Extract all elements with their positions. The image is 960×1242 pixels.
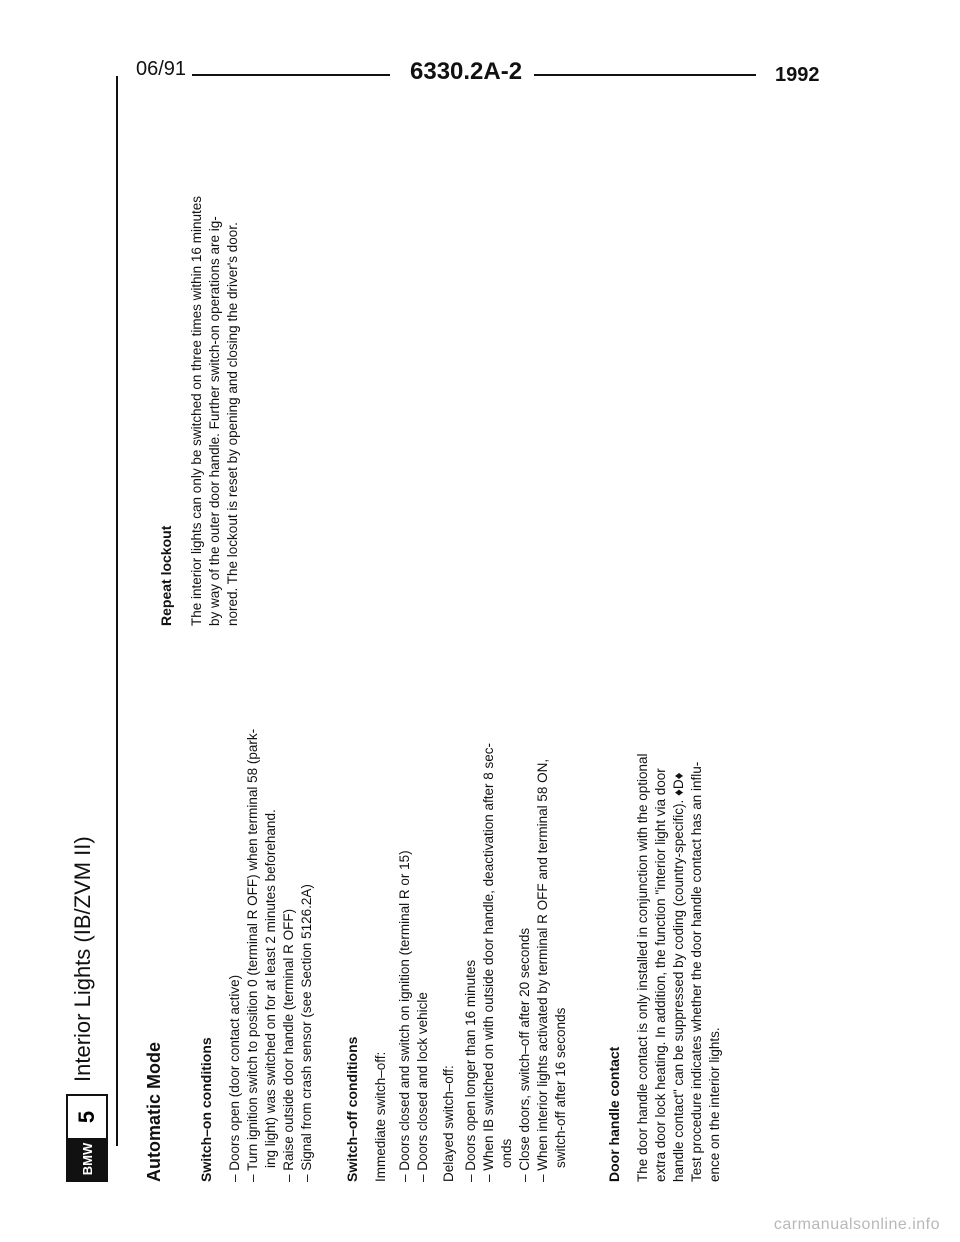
header-doc-number: 6330.2A-2 <box>410 58 523 85</box>
watermark-footer: carmanualsonline.info <box>773 1216 940 1233</box>
switch-on-heading: Switch–on conditions <box>198 1037 214 1182</box>
list-item: – Doors open (door contact active) <box>227 974 242 1182</box>
repeat-lockout-heading: Repeat lockout <box>158 525 174 626</box>
paragraph-line: Test procedure indicates whether the door handle contact has an influ- <box>689 761 704 1182</box>
list-item: switch-off after 16 seconds <box>553 1007 568 1168</box>
repeat-lockout-text <box>188 196 242 626</box>
switch-off-immediate-label: Immediate switch–off: <box>373 1051 388 1182</box>
list-item: – Doors open longer than 16 minutes <box>463 959 478 1182</box>
list-item: – Signal from crash sensor (see Section 5126.2A) <box>299 884 314 1182</box>
switch-off-delayed-label: Delayed switch–off: <box>441 1065 456 1182</box>
list-item: – When interior lights activated by terminal R OFF and terminal 58 ON, <box>535 758 550 1182</box>
list-item: ing light) was switched on for at least 2 minutes beforehand. <box>263 809 278 1168</box>
door-handle-text <box>634 753 724 1182</box>
list-item: – Close doors, switch–off after 20 seconds <box>517 927 532 1182</box>
switch-on-list <box>226 729 316 1182</box>
bmw-logo-brand: BMW <box>68 1138 106 1180</box>
paragraph-line: The interior lights can only be switched on three times within 16 minutes <box>189 196 204 626</box>
section-heading: Automatic Mode <box>144 1041 164 1182</box>
header-date: 06/91 <box>136 58 187 80</box>
door-handle-heading: Door handle contact <box>606 1046 622 1182</box>
header-year: 1992 <box>775 64 820 86</box>
paragraph-line: ence on the interior lights. <box>707 1027 722 1182</box>
paragraph-line: extra door lock heating. In addition, the function "interior light via door <box>653 768 668 1182</box>
paragraph-line: handle contact" can be suppressed by coding (country-specific). ♦D♦ <box>671 772 686 1182</box>
switch-off-heading: Switch–off conditions <box>344 1036 360 1182</box>
bmw-logo-series: 5 <box>74 1110 99 1124</box>
paragraph-line: The door handle contact is only installed in conjunction with the optional <box>635 753 650 1182</box>
list-item: onds <box>499 1138 514 1168</box>
list-item: – Turn ignition switch to position 0 (terminal R OFF) when terminal 58 (park- <box>245 728 260 1182</box>
paragraph-line: by way of the outer door handle. Further switch-on operations are ig- <box>207 216 222 626</box>
list-item: – Raise outside door handle (terminal R OFF) <box>281 908 296 1182</box>
list-item: – When IB switched on with outside door handle, deactivation after 8 sec- <box>481 742 496 1182</box>
paragraph-line: nored. The lockout is reset by opening and closing the driver's door. <box>225 222 240 626</box>
list-item: – Doors closed and lock vehicle <box>415 992 430 1182</box>
page-title: Interior Lights (IB/ZVM II) <box>70 836 95 1082</box>
switch-off-immediate-list <box>396 850 432 1182</box>
switch-off-delayed-list <box>462 743 570 1182</box>
list-item: – Doors closed and switch on ignition (terminal R or 15) <box>397 850 412 1182</box>
bmw-logo <box>66 1094 108 1182</box>
